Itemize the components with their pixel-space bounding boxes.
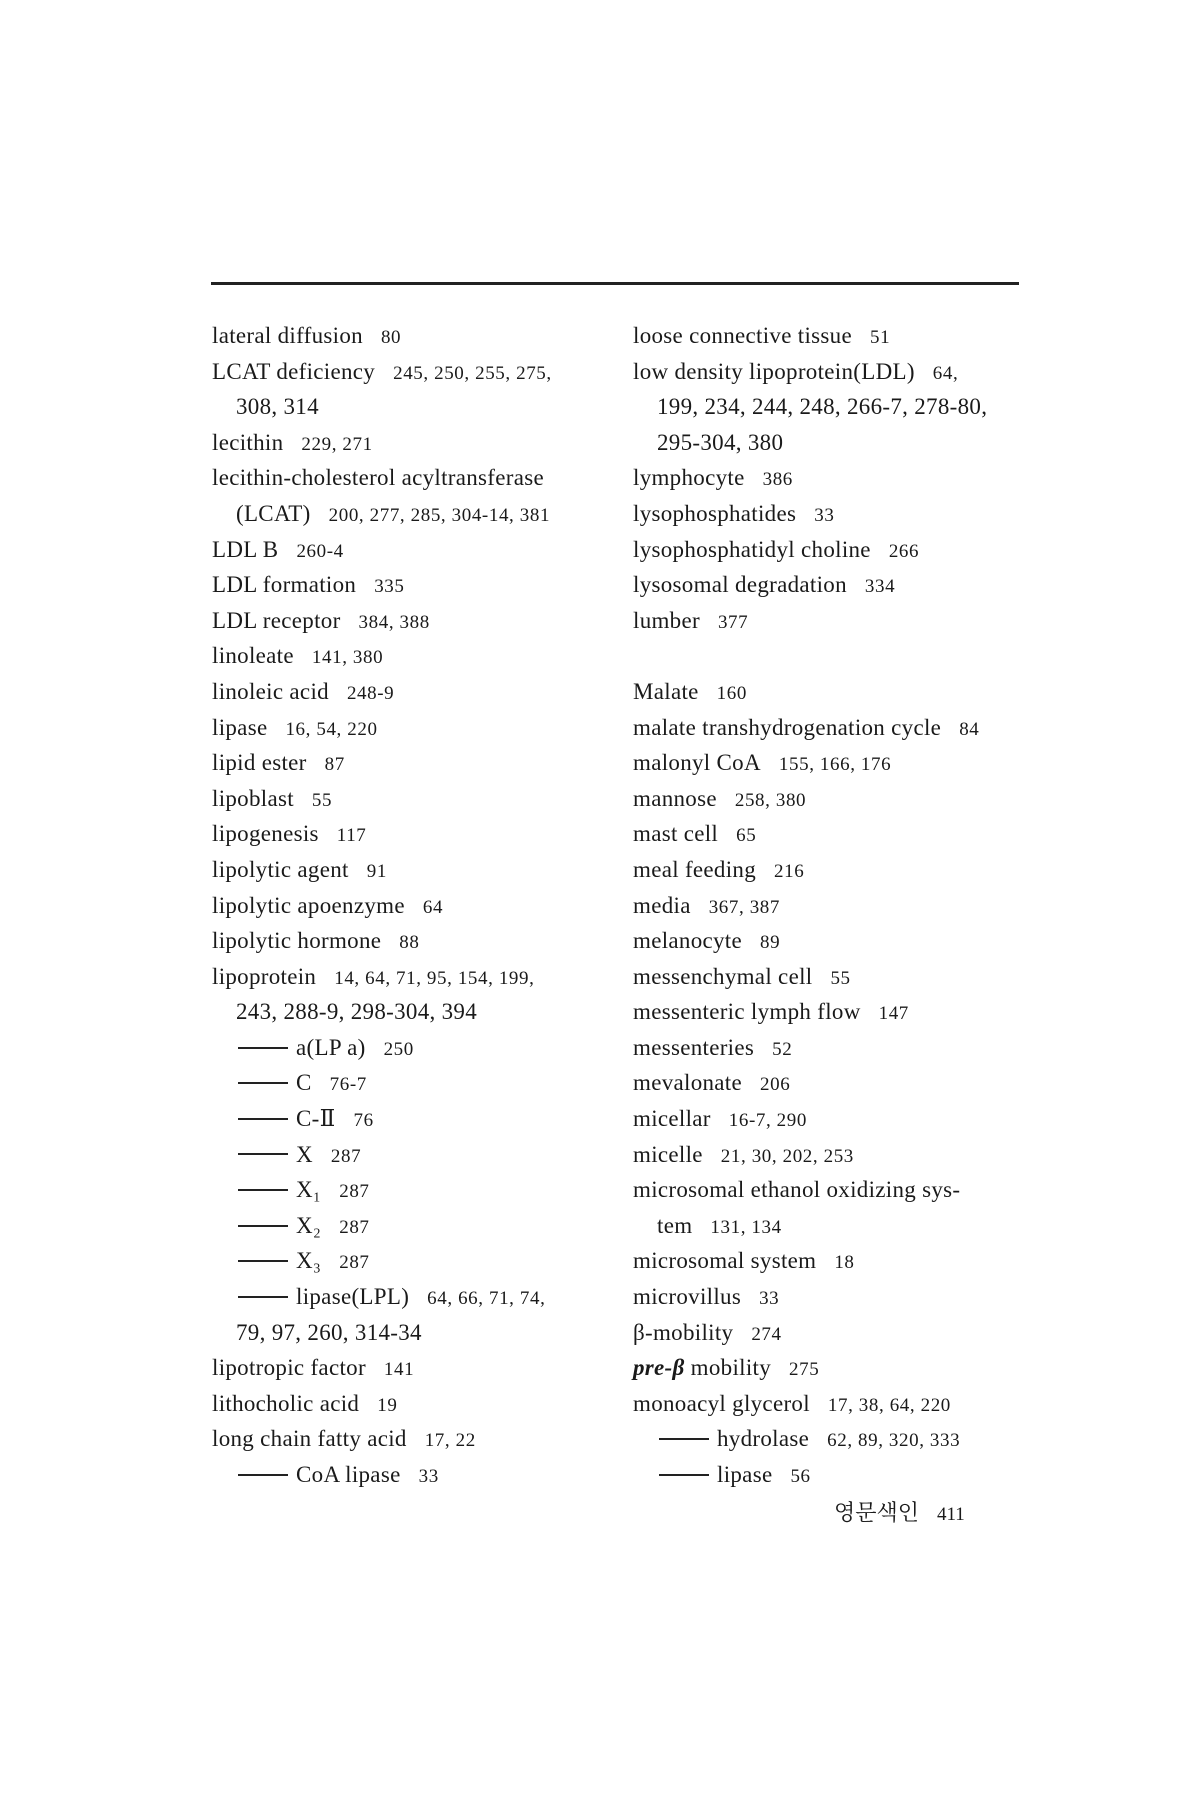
- index-continuation-text: 243, 288-9, 298-304, 394: [236, 999, 478, 1025]
- page-footer: [834, 1496, 965, 1527]
- index-term: lecithin-cholesterol acyltransferase: [212, 465, 545, 491]
- page-references: 91: [366, 860, 387, 882]
- page-number: 411: [937, 1504, 965, 1525]
- section-title: 영문색인: [834, 1500, 920, 1525]
- index-term: lysophosphatides: [633, 500, 797, 526]
- page-references: 287: [330, 1145, 362, 1167]
- page-references: 16-7, 290: [728, 1110, 807, 1132]
- index-continuation: [212, 994, 622, 1030]
- index-subterm: C-Ⅱ: [296, 1106, 336, 1132]
- index-term: messenteries: [633, 1034, 755, 1060]
- index-term: messenteric lymph flow: [633, 999, 861, 1025]
- index-gap: [633, 638, 1063, 674]
- page-references: 250: [383, 1038, 414, 1060]
- index-subterm: lipase: [717, 1462, 773, 1487]
- repeat-dash: [659, 1474, 709, 1476]
- index-entry: [633, 1065, 1063, 1101]
- page-references: 88: [399, 932, 420, 954]
- repeat-dash: [238, 1225, 288, 1227]
- repeat-dash: [659, 1438, 709, 1440]
- index-entry: [633, 354, 1063, 390]
- page-references: 216: [774, 860, 805, 882]
- index-entry: [633, 1350, 1063, 1386]
- page-references: 274: [751, 1323, 782, 1345]
- page-references: 87: [324, 754, 345, 776]
- index-continuation-text: (LCAT): [236, 500, 311, 526]
- page-references: 65: [736, 825, 757, 847]
- index-term: lipid ester: [212, 750, 307, 776]
- page-references: 64: [422, 896, 444, 918]
- index-entry: [212, 888, 622, 924]
- repeat-dash: [238, 1260, 288, 1262]
- index-subterm: X₃: [296, 1248, 322, 1274]
- page-references: 386: [762, 469, 793, 491]
- repeat-dash: [238, 1189, 288, 1191]
- index-entry: [212, 781, 622, 817]
- index-term: LCAT deficiency: [212, 358, 376, 384]
- index-subentry: [212, 1172, 622, 1208]
- index-subentry: [212, 1030, 622, 1066]
- index-entry: [633, 1137, 1063, 1173]
- index-term: microsomal system: [633, 1248, 817, 1274]
- index-term: lipolytic apoenzyme: [212, 892, 405, 918]
- index-entry: [212, 354, 622, 390]
- repeat-dash: [238, 1296, 288, 1298]
- header-rule: [211, 282, 1019, 285]
- page-references: 160: [716, 682, 747, 704]
- index-entry: [212, 959, 622, 995]
- index-term: lateral diffusion: [212, 323, 363, 348]
- index-continuation-text: tem: [657, 1212, 693, 1238]
- index-entry: [633, 532, 1063, 568]
- index-term: mobility: [684, 1355, 772, 1381]
- index-entry: [633, 567, 1063, 603]
- index-continuation: [212, 496, 622, 532]
- index-entry: [633, 781, 1063, 817]
- page-references: 18: [834, 1252, 855, 1274]
- repeat-dash: [238, 1474, 288, 1476]
- index-subterm: hydrolase: [717, 1426, 810, 1452]
- index-entry: [633, 674, 1063, 710]
- page-references: 17, 22: [424, 1430, 476, 1452]
- page-references: 55: [311, 789, 333, 811]
- index-term: malate transhydrogenation cycle: [633, 714, 942, 740]
- index-term: mast cell: [633, 821, 719, 847]
- index-term: lysosomal degradation: [633, 572, 847, 598]
- repeat-dash: [238, 1118, 288, 1120]
- index-entry: [633, 1030, 1063, 1066]
- index-continuation-text: 308, 314: [236, 394, 319, 420]
- index-entry: [212, 318, 622, 354]
- index-entry: [633, 1386, 1063, 1422]
- index-term: lithocholic acid: [212, 1390, 360, 1416]
- index-entry: [212, 638, 622, 674]
- index-term: linoleic acid: [212, 678, 329, 704]
- index-subterm: CoA lipase: [296, 1462, 401, 1487]
- index-term: lipogenesis: [212, 821, 319, 847]
- index-term-italic: pre-β: [633, 1355, 685, 1381]
- index-entry: [633, 1101, 1063, 1137]
- page-references: 287: [339, 1181, 370, 1203]
- index-term: messenchymal cell: [633, 963, 813, 989]
- index-subterm: X₂: [296, 1212, 322, 1238]
- index-term: microvillus: [633, 1284, 742, 1310]
- index-term: LDL B: [212, 536, 279, 562]
- page-references: 141, 380: [311, 647, 384, 669]
- index-entry: [633, 816, 1063, 852]
- index-entry: [633, 994, 1063, 1030]
- index-term: loose connective tissue: [633, 323, 852, 348]
- index-term: LDL formation: [212, 572, 357, 598]
- page-references: 17, 38, 64, 220: [827, 1394, 951, 1416]
- page-references: 266: [888, 540, 920, 562]
- index-term: lecithin: [212, 429, 284, 455]
- index-entry: [212, 745, 622, 781]
- index-subentry: [212, 1457, 622, 1493]
- index-entry: [633, 496, 1063, 532]
- index-term: low density lipoprotein(LDL): [633, 358, 915, 384]
- page-references: 55: [830, 967, 851, 989]
- index-continuation: [633, 389, 1063, 425]
- index-entry: [212, 816, 622, 852]
- page-references: 131, 134: [710, 1216, 782, 1238]
- repeat-dash: [238, 1153, 288, 1155]
- index-entry: [212, 532, 622, 568]
- index-term: β-mobility: [633, 1319, 734, 1345]
- index-term: long chain fatty acid: [212, 1426, 407, 1452]
- index-term: malonyl CoA: [633, 750, 761, 776]
- page-references: 245, 250, 255, 275,: [393, 362, 552, 384]
- index-entry: [212, 923, 622, 959]
- index-term: meal feeding: [633, 856, 757, 882]
- page-references: 76: [353, 1110, 374, 1132]
- index-entry: [633, 745, 1063, 781]
- index-subentry: [212, 1243, 622, 1279]
- index-entry: [633, 710, 1063, 746]
- index-entry: [633, 460, 1063, 496]
- index-entry: [633, 923, 1063, 959]
- page-references: 51: [869, 327, 891, 348]
- page-references: 260-4: [296, 540, 344, 562]
- index-entry: [212, 567, 622, 603]
- index-term: mevalonate: [633, 1070, 743, 1096]
- index-term: melanocyte: [633, 928, 743, 954]
- index-term: microsomal ethanol oxidizing sys-: [633, 1177, 961, 1203]
- page-references: 258, 380: [734, 789, 807, 811]
- page-references: 33: [759, 1288, 780, 1310]
- index-subterm: a(LP a): [296, 1034, 366, 1060]
- index-term: micelle: [633, 1141, 703, 1167]
- page-references: 334: [864, 576, 896, 598]
- index-term: Malate: [633, 678, 699, 704]
- index-entry: [633, 1279, 1063, 1315]
- index-entry: [633, 1172, 1063, 1208]
- index-term: monoacyl glycerol: [633, 1390, 810, 1416]
- page-references: 275: [789, 1359, 820, 1381]
- index-subentry: [633, 1421, 1063, 1457]
- index-entry: [212, 710, 622, 746]
- page-references: 76-7: [329, 1074, 367, 1096]
- index-subentry: [212, 1279, 622, 1315]
- index-entry: [633, 852, 1063, 888]
- page-references: 64,: [932, 362, 959, 384]
- page-references: 117: [336, 825, 367, 847]
- index-term: LDL receptor: [212, 607, 341, 633]
- index-entry: [212, 1386, 622, 1422]
- index-entry: [212, 460, 622, 496]
- index-entry: [212, 425, 622, 461]
- repeat-dash: [238, 1047, 288, 1049]
- page-references: 141: [383, 1359, 415, 1381]
- index-continuation: [633, 425, 1063, 461]
- index-term: media: [633, 892, 691, 918]
- page-references: 377: [717, 611, 749, 633]
- index-subentry: [212, 1065, 622, 1101]
- index-entry: [633, 1315, 1063, 1351]
- page-references: 335: [374, 576, 405, 598]
- page-references: 89: [760, 932, 781, 954]
- index-term: mannose: [633, 785, 717, 811]
- index-subentry: [212, 1208, 622, 1244]
- index-subentry: [212, 1137, 622, 1173]
- page-references: 248-9: [346, 682, 395, 704]
- index-term: lipoblast: [212, 785, 294, 811]
- index-subterm: lipase(LPL): [296, 1284, 410, 1310]
- index-continuation-text: 295-304, 380: [657, 429, 784, 455]
- index-continuation: [212, 1315, 622, 1351]
- index-subterm: X₁: [296, 1177, 322, 1203]
- index-term: lipolytic agent: [212, 856, 349, 882]
- index-continuation: [212, 389, 622, 425]
- index-column-left: [212, 318, 622, 1493]
- index-term: lumber: [633, 607, 700, 633]
- page-references: 56: [790, 1466, 811, 1487]
- index-term: linoleate: [212, 643, 294, 669]
- repeat-dash: [238, 1082, 288, 1084]
- page-references: 147: [878, 1003, 909, 1025]
- page-references: 229, 271: [301, 433, 373, 455]
- page-references: 200, 277, 285, 304-14, 381: [328, 504, 551, 526]
- page-references: 14, 64, 71, 95, 154, 199,: [334, 967, 535, 989]
- index-term: micellar: [633, 1106, 711, 1132]
- page-references: 16, 54, 220: [285, 718, 378, 740]
- index-continuation: [633, 1208, 1063, 1244]
- page-references: 62, 89, 320, 333: [827, 1430, 961, 1452]
- page-references: 367, 387: [708, 896, 781, 918]
- index-subentry: [633, 1457, 1063, 1493]
- index-entry: [633, 888, 1063, 924]
- page-references: 206: [760, 1074, 791, 1096]
- index-subterm: C: [296, 1070, 312, 1096]
- index-entry: [212, 1350, 622, 1386]
- index-term: lipolytic hormone: [212, 928, 382, 954]
- page-references: 84: [959, 718, 980, 740]
- index-subterm: X: [296, 1141, 313, 1167]
- index-entry: [633, 603, 1063, 639]
- index-continuation-text: 79, 97, 260, 314-34: [236, 1319, 422, 1345]
- page-references: 287: [339, 1216, 370, 1238]
- index-continuation-text: 199, 234, 244, 248, 266-7, 278-80,: [657, 394, 988, 420]
- page-references: 19: [377, 1394, 398, 1416]
- page-references: 33: [418, 1466, 439, 1487]
- index-entry: [212, 603, 622, 639]
- index-entry: [633, 959, 1063, 995]
- index-entry: [212, 1421, 622, 1457]
- page-references: 155, 166, 176: [778, 754, 892, 776]
- page-references: 64, 66, 71, 74,: [427, 1288, 546, 1310]
- index-entry: [212, 674, 622, 710]
- index-entry: [633, 1243, 1063, 1279]
- index-term: lipase: [212, 714, 268, 740]
- page-references: 21, 30, 202, 253: [720, 1145, 854, 1167]
- page-references: 287: [339, 1252, 370, 1274]
- page-references: 33: [814, 504, 835, 526]
- index-entry: [212, 852, 622, 888]
- index-term: lysophosphatidyl choline: [633, 536, 871, 562]
- page-references: 384, 388: [358, 611, 430, 633]
- page-references: 80: [380, 327, 402, 348]
- index-term: lipoprotein: [212, 963, 317, 989]
- index-term: lipotropic factor: [212, 1355, 366, 1381]
- page-references: 52: [772, 1038, 793, 1060]
- index-subentry: [212, 1101, 622, 1137]
- index-entry: [633, 318, 1063, 354]
- index-column-right: [633, 318, 1063, 1493]
- index-term: lymphocyte: [633, 465, 745, 491]
